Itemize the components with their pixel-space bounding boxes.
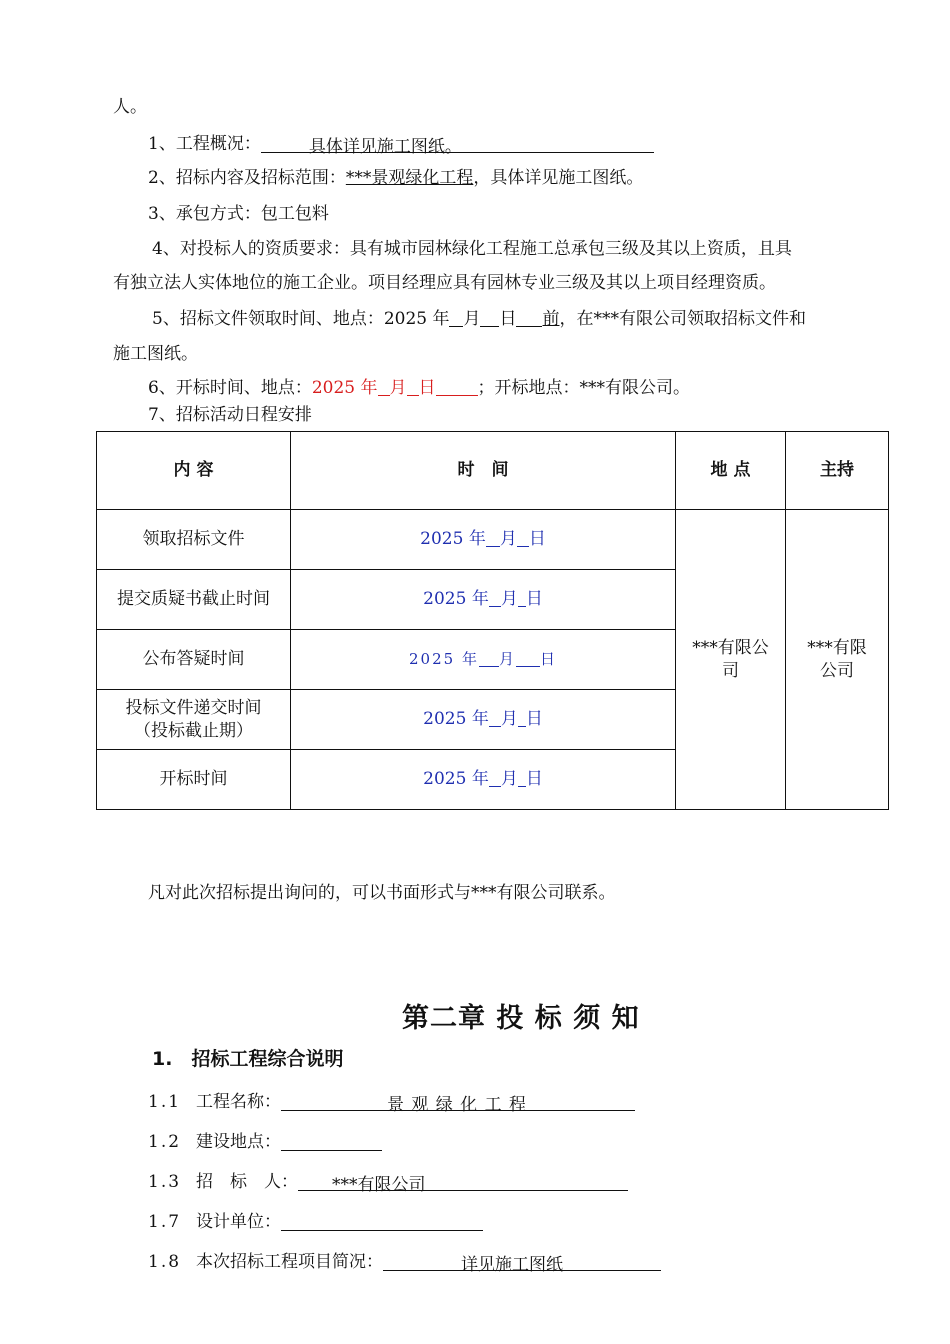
field-row	[148, 1127, 382, 1152]
field-line	[383, 1250, 661, 1275]
field-row	[148, 1167, 628, 1195]
field-value: 景 观 绿 化 工 程	[387, 1095, 528, 1115]
field-num: 1.7	[148, 1212, 182, 1232]
field-row	[148, 1087, 635, 1115]
host-cell: ***有限 公司	[786, 510, 889, 810]
table-header-row	[97, 432, 889, 510]
item5-month-blank	[449, 309, 463, 327]
field-num: 1.1	[148, 1092, 182, 1112]
row-content: 公布答疑时间	[97, 630, 291, 690]
row-content: 领取招标文件	[97, 510, 291, 570]
item5-text: 5、招标文件领取时间、地点：2025 年	[152, 309, 450, 329]
field-value: ***有限公司	[332, 1175, 426, 1195]
item1	[148, 129, 654, 157]
field-label: 设计单位：	[196, 1212, 281, 1232]
table-row	[97, 510, 889, 570]
item5-day: 日	[499, 309, 517, 329]
field-row	[148, 1207, 483, 1232]
item2	[148, 163, 643, 188]
item7: 7、招标活动日程安排	[148, 405, 312, 425]
item4-line2: 有独立法人实体地位的施工企业。项目经理应具有园林专业三级及其以上项目经理资质。	[113, 273, 776, 293]
item6-month-blank	[378, 378, 390, 396]
inquiry-text: 凡对此次招标提出询问的，可以书面形式与***有限公司联系。	[148, 883, 616, 903]
chapter-title: 第二章 投 标 须 知	[402, 1003, 640, 1034]
field-line	[281, 1130, 382, 1151]
place-cell: ***有限公 司	[676, 510, 786, 810]
item1-value: 具体详见施工图纸。	[308, 137, 462, 157]
schedule-table	[96, 431, 889, 810]
item6-year: 2025 年	[311, 378, 378, 398]
field-line	[281, 1210, 483, 1231]
row-date: 2025 年 月 日	[291, 570, 676, 630]
field-num: 1.8	[148, 1252, 182, 1272]
item2-tail: ，具体详见施工图纸。	[473, 168, 644, 188]
field-line	[281, 1090, 635, 1115]
item4-line1: 4、对投标人的资质要求：具有城市园林绿化工程施工总承包三级及其以上资质，且具	[152, 239, 792, 259]
item3: 3、承包方式：包工包料	[148, 204, 329, 224]
header-content: 内 容	[97, 432, 291, 510]
row-date: 2025 年 月 日	[291, 510, 676, 570]
header-time: 时 间	[291, 432, 676, 510]
row-date: 2025 年 月 日	[291, 690, 676, 750]
field-label: 本次招标工程项目简况：	[196, 1252, 383, 1272]
item5-tail: ，在***有限公司领取招标文件和	[559, 309, 806, 329]
item5	[152, 304, 806, 329]
field-label: 招 标 人：	[196, 1172, 298, 1192]
item1-field	[261, 132, 654, 157]
field-value: 详见施工图纸	[461, 1255, 563, 1275]
header-place: 地 点	[676, 432, 786, 510]
item5-blank	[516, 309, 542, 327]
item1-label: 1、工程概况：	[148, 134, 261, 154]
item6-month: 月	[389, 378, 407, 398]
field-label: 建设地点：	[196, 1132, 281, 1152]
field-label: 工程名称：	[196, 1092, 281, 1112]
field-num: 1.3	[148, 1172, 182, 1192]
intro-line0: 人。	[113, 97, 147, 117]
item6-day-blank	[407, 378, 419, 396]
row-content: 开标时间	[97, 750, 291, 810]
field-num: 1.2	[148, 1132, 182, 1152]
header-host: 主持	[786, 432, 889, 510]
field-row	[148, 1247, 661, 1275]
item5-before: 前	[542, 309, 560, 329]
row-date: 2025 年 月 日	[291, 630, 676, 690]
row-content: 提交质疑书截止时间	[97, 570, 291, 630]
item5-line2: 施工图纸。	[113, 344, 198, 364]
item6-tail: ；开标地点：***有限公司。	[477, 378, 690, 398]
section-heading: 1. 招标工程综合说明	[152, 1048, 344, 1070]
item6	[148, 373, 690, 398]
item6-day: 日	[418, 378, 436, 398]
item2-value: ***景观绿化工程	[345, 168, 474, 188]
item6-label: 6、开标时间、地点：	[148, 378, 312, 398]
row-content: 投标文件递交时间 （投标截止期）	[97, 690, 291, 750]
item6-blank	[436, 378, 478, 396]
item2-label: 2、招标内容及招标范围：	[148, 168, 346, 188]
row-date: 2025 年 月 日	[291, 750, 676, 810]
field-line	[298, 1170, 628, 1195]
item5-month: 月	[463, 309, 481, 329]
item5-day-blank	[480, 309, 499, 327]
